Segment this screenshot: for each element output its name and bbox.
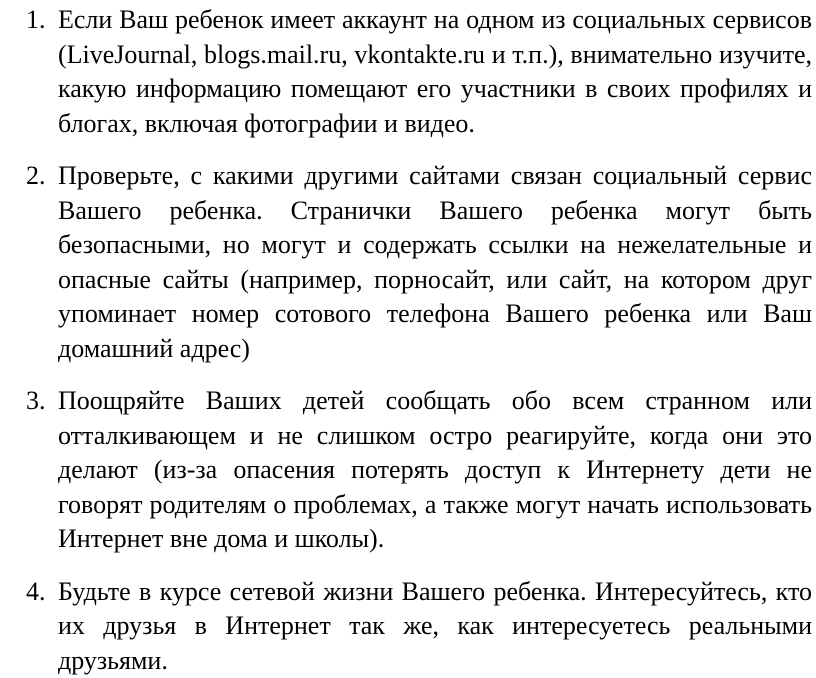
- list-item-text: Будьте в курсе сетевой жизни Вашего ребенка. Интересуйтесь, кто их друзья в Интернет так же, как интересуетесь реальными друзьями.: [58, 575, 812, 678]
- list-item-text: Поощряйте Ваших детей сообщать обо всем странном или отталкивающем и не слишком остро реагируйте, когда они это делают (из-за опасения потерять доступ к Интернету дети не говорят родителям о проблемах, а также могут начать использовать Интернет вне дома и школы).: [58, 384, 812, 557]
- list-item: [26, 159, 812, 366]
- list-item-number: 1.: [26, 3, 58, 38]
- list-item-text: Проверьте, с какими другими сайтами связан социальный сервис Вашего ребенка. Странички Вашего ребенка могут быть безопасными, но могут и содержать ссылки на нежелательные и опасные сайты (например, порносайт, или сайт, на котором друг упоминает номер сотового телефона Вашего ребенка или Ваш домашний адрес): [58, 159, 812, 366]
- list-item-number: 2.: [26, 159, 58, 194]
- list-item: [26, 384, 812, 557]
- list-item-number: 3.: [26, 384, 58, 419]
- list-item: [26, 3, 812, 141]
- list-item: [26, 575, 812, 678]
- list-item-text: Если Ваш ребенок имеет аккаунт на одном из социальных сервисов (LiveJournal, blogs.mail.ru, vkontakte.ru и т.п.), внимательно изучите, какую информацию помещают его участники в своих профилях и блогах, включая фотографии и видео.: [58, 3, 812, 141]
- list-item-number: 4.: [26, 575, 58, 610]
- advice-list: [26, 3, 812, 678]
